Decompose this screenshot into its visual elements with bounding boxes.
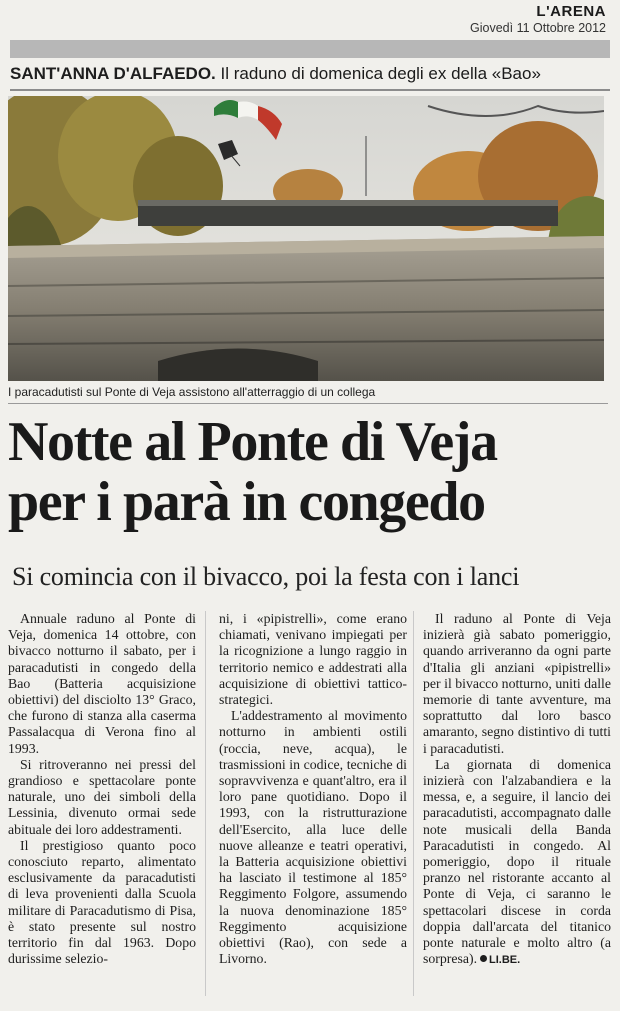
photo-illustration	[8, 96, 604, 381]
caption-divider	[8, 403, 608, 404]
bullet-icon	[480, 955, 487, 962]
headline-line-1: Notte al Ponte di Veja	[8, 411, 497, 473]
kicker-place: SANT'ANNA D'ALFAEDO.	[10, 64, 216, 83]
column-divider	[413, 611, 414, 996]
crowd	[138, 200, 558, 226]
paragraph: Il prestigioso quanto poco conosciuto reparto, alimentato esclusivamente da paracadutisti di leva provenienti dalla Scuola militare di Paracadutismo di Pisa, è stato presente sul nostro territorio fin dal 1963. Dopo durissime selezio-	[8, 837, 196, 967]
column-divider	[205, 611, 206, 996]
section-bar	[10, 40, 610, 58]
subheadline: Si comincia con il bivacco, poi la festa con i lanci	[12, 562, 520, 591]
author-signature: LI.BE.	[489, 954, 521, 967]
newspaper-name: L'ARENA	[536, 3, 606, 20]
paragraph: L'addestramento al movimento notturno in ambienti ostili (roccia, neve, acqua), le trasmissioni in codice, tecniche di sopravvivenza e quant'altro, era il loro pane quotidiano. Dopo il 1993, con la ristrutturazione dell'Esercito, alla luce delle nuove alleanze e teatri operativi, la Batteria acquisizione obiettivi ha lasciato il testimone al 185° Reggimento Folgore, assumendo la nuova denominazione 185° Reggimento acquisizione obiettivi (Rao), con sede a Livorno.	[219, 708, 407, 967]
paragraph: ni, i «pipistrelli», come erano chiamati, venivano impiegati per la ricognizione a lungo raggio in territorio nemico e addestrati alla acquisizione di obiettivi tattico-strategici.	[219, 611, 407, 708]
headline	[8, 412, 612, 532]
article-column-2	[219, 611, 407, 967]
article-column-3	[423, 611, 611, 968]
issue-date: Giovedì 11 Ottobre 2012	[470, 21, 606, 35]
paragraph: Annuale raduno al Ponte di Veja, domenica 14 ottobre, con bivacco notturno il sabato, per i paracadutisti in congedo della Bao (Batteria acquisizione obiettivi) del disciolto 13° Graco, che furono di stanza alla caserma Passalacqua di Verona fino al 1993.	[8, 611, 196, 756]
paragraph	[423, 757, 611, 969]
article-column-1	[8, 611, 196, 967]
kicker	[10, 62, 610, 86]
paragraph: Il raduno al Ponte di Veja inizierà già sabato pomeriggio, quando arriveranno da ogni parte d'Italia gli anziani «pipistrelli» per il bivacco notturno, uniti dalle memorie di tante avventure, ma soprattutto dal loro basco amaranto, segno distintivo di tutti i paracadutisti.	[423, 611, 611, 756]
paragraph-text: La giornata di domenica inizierà con l'alzabandiera e la messa, e, a seguire, il lancio dei paracadutisti, accompagnato dalle note musicali della Banda Paracadutisti in congedo. Al pomeriggio, dopo il rituale pranzo nel ristorante accanto al Ponte di Veja, ci saranno le spettacolari discese in corda doppia dall'arcata del titanico ponte naturale e molto altro (a sorpresa).	[423, 756, 611, 967]
kicker-divider	[10, 89, 610, 91]
article-photo	[8, 96, 604, 381]
photo-caption: I paracadutisti sul Ponte di Veja assistono all'atterraggio di un collega	[8, 385, 376, 399]
paragraph: Si ritroveranno nei pressi del grandioso e spettacolare ponte naturale, uno dei simboli della Lessinia, divenuto ormai sede abituale dei loro addestramenti.	[8, 756, 196, 837]
kicker-text: Il raduno di domenica degli ex della «Bao»	[215, 64, 541, 83]
headline-line-2: per i parà in congedo	[8, 471, 485, 533]
